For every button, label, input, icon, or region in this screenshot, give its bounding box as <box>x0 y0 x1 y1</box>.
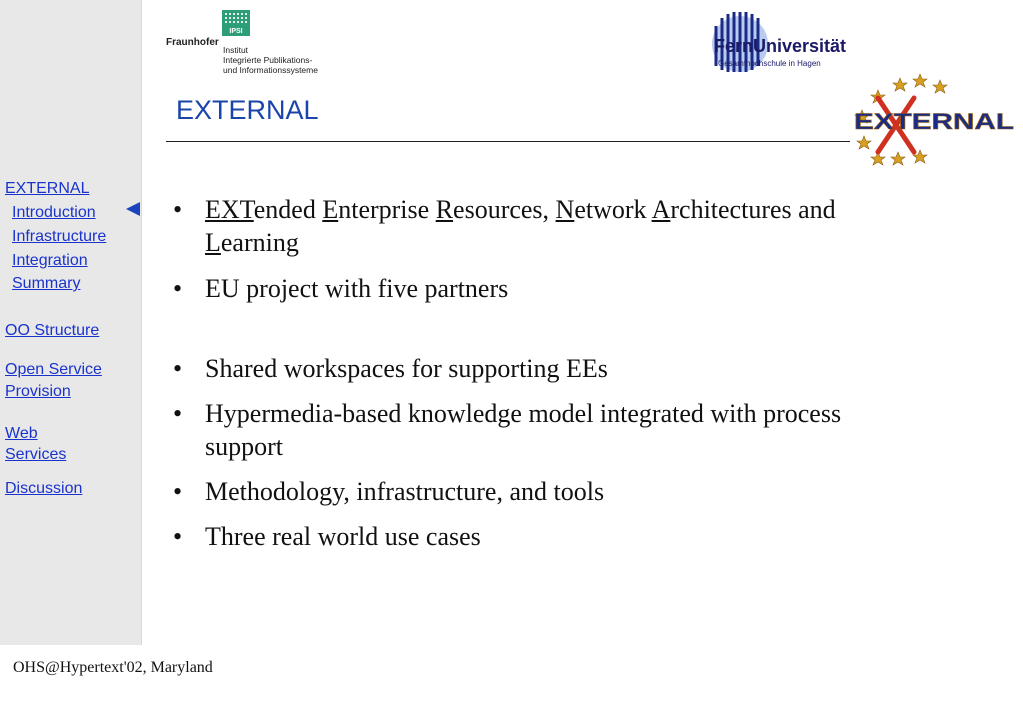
fernuni-name: FernUniversität <box>714 36 847 56</box>
bullet-list <box>170 193 870 553</box>
sidebar-nav <box>0 0 142 645</box>
bullet-spacer <box>170 305 870 352</box>
bullet-dot-icon: • <box>173 354 183 383</box>
nav-link-open-service[interactable]: Open Service <box>5 361 102 378</box>
fraunhofer-ipsi-logo <box>166 10 336 76</box>
bullet-dot-icon: • <box>173 477 183 506</box>
bullet-item: • Shared workspaces for supporting EEs <box>173 354 608 383</box>
nav-link-summary[interactable]: Summary <box>12 275 81 292</box>
bullet-dot-icon: • <box>173 522 183 551</box>
nav-link-integration[interactable]: Integration <box>12 252 88 269</box>
nav-link-oo-structure[interactable]: OO Structure <box>5 322 100 339</box>
bullet-item: • Three real world use cases <box>173 522 481 551</box>
bullet-item-acronym: • EXTended Enterprise Resources, Network Architectures and Learning <box>173 195 836 257</box>
bullet-item: • Methodology, infrastructure, and tools <box>173 477 605 506</box>
page-title: EXTERNAL <box>176 95 319 125</box>
nav-link-external[interactable]: EXTERNAL <box>5 180 90 197</box>
nav-link-web[interactable]: Web <box>5 425 38 442</box>
fraunhofer-line-2: Integrierte Publikations- <box>223 55 313 65</box>
current-section-arrow-icon <box>126 202 140 216</box>
fernuni-subtitle: Gesamthochschule in Hagen <box>718 59 821 68</box>
bullet-dot-icon: • <box>173 399 183 428</box>
bullet-item: • Hypermedia-based knowledge model integrated with process support <box>173 399 842 461</box>
bullet-dot-icon: • <box>173 274 183 303</box>
bullet-dot-icon: • <box>173 195 183 224</box>
fraunhofer-line-3: und Informationssysteme <box>223 65 318 75</box>
ipsi-badge-icon <box>222 10 250 36</box>
external-logo-text: EXTERNAL <box>854 109 1014 134</box>
fraunhofer-wordmark: Fraunhofer <box>166 37 219 48</box>
nav-link-introduction[interactable]: Introduction <box>12 204 96 221</box>
fraunhofer-line-1: Institut <box>223 45 249 55</box>
fernuniversitaet-logo <box>710 8 885 78</box>
nav-link-provision[interactable]: Provision <box>5 383 71 400</box>
footer-text: OHS@Hypertext'02, Maryland <box>13 659 213 676</box>
external-project-logo <box>848 70 1020 170</box>
bullet-item: • EU project with five partners <box>173 274 509 303</box>
nav-link-infrastructure[interactable]: Infrastructure <box>12 228 107 245</box>
nav-link-services[interactable]: Services <box>5 446 67 463</box>
nav-link-discussion[interactable]: Discussion <box>5 480 83 497</box>
title-divider <box>166 141 850 142</box>
svg-text:IPSI: IPSI <box>229 28 243 35</box>
